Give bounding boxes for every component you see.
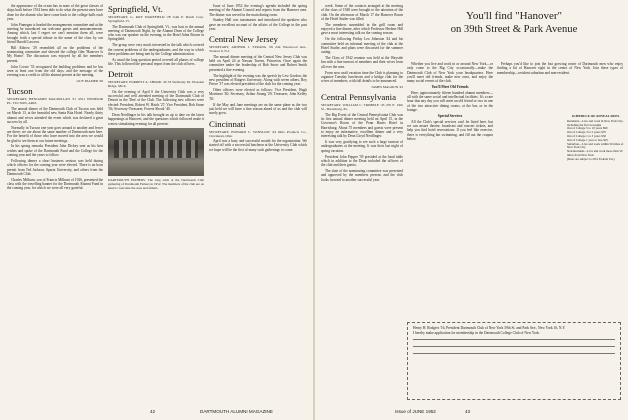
- article-paragraph: On the evening of April 6 the University Club was a very successful and well attended meeting of the Dartmouth Club of Detroit in the 'Den' of the Club. The following new officers were elected: President, Robert W. Hatch '27; Vice President, Bob Stone '36; Secretary-Treasurer, Forrest Shook '40.: [108, 89, 204, 112]
- article-paragraph: In his spring remarks President John Dickey sent us his best wishes and spoke of the Dartmouth Fund and the College for the coming year and the years to follow.: [7, 144, 103, 158]
- article-paragraph: Perhaps you'd like to join the fast growing roster of Dartmouth men who enjoy finding a bit of Hanover right in the center of New York. Join these types of membership—resident suburban and non-resident.: [497, 62, 623, 75]
- article-paragraph: Bill Aldrow '29 resembled all on the problems of the nominating committee and showed the college film 'Hanover Is My Home'. The discussion was enjoyed by all the members present.: [7, 45, 103, 63]
- article-paragraph: The members assembled in the grill room and enjoyed a fine dinner, after which Professor Herbert Hill gave a most interesting talk on the coming season.: [321, 22, 403, 36]
- article-paragraph: As usual the long question period covered all phases of college life. This followed the personal report from the club officers.: [108, 57, 204, 67]
- article-paragraph: The annual dinner meeting of the Central New Jersey Club was held on April 24 at Nassau Tavern, Princeton. Once again the committee under the leadership of Bob Snow and Robert Smith presented a fine evening.: [209, 54, 307, 72]
- right-column-1: [321, 4, 403, 402]
- article-paragraph: Charles Milburn, son of Francis Milburn of 1926, presented the class with the travelling banner for the Dartmouth Alumni Fund in the coming year, for which we were all very grateful.: [7, 177, 103, 191]
- article-paragraph: Dean Neidlinger in his talk brought us up to date on the latest happenings at Hanover, and the questions which followed made it a most stimulating evening for all present.: [108, 112, 204, 126]
- page-number: 42: [150, 409, 156, 414]
- article-paragraph: Whether you live and work in or around New York—or only come to the Big City occasionally—make the Dartmouth Club of New York your headquarters. Here you'll meet old friends, make new ones, and enjoy the many social events of the club.: [407, 62, 493, 84]
- schedule-row: Out of College 1 year or less $25: [567, 137, 608, 142]
- secretary-dateline: SECRETARY, G. ROY WAKEFIELD '28 John P. Dutch Corp. Springfield, Vt.: [108, 15, 204, 23]
- coupon-address-line[interactable]: [413, 342, 615, 347]
- article-paragraph: Following dinner a short business session was held during which officers for the coming year were elected. There is an hour permit from Ted Jackson, Sparta University, and others from the Dartmouth Club.: [7, 158, 103, 176]
- membership-coupon[interactable]: [407, 322, 621, 400]
- section-heading-central-new-jersey: Central New Jersey: [209, 34, 278, 45]
- article-paragraph: week. Some of the contacts arranged at the meeting of the class of 1948 were brought to the attention of the club. On the afternoon of March 17 the Hanover Room of the Hotel Statler was filled.: [321, 4, 403, 21]
- section-heading-central-pennsylvania: Central Pennsylvania: [321, 92, 397, 103]
- article-paragraph: The group were very much interested in the talk which covered the current problems of the undergraduates, and the way in which these problems are being met by the College administration.: [108, 43, 204, 56]
- ad-headline: You'll find "Hanover": [465, 10, 562, 22]
- article-paragraph: On the following Friday Leo Johnston '44 and his committee held an informal meeting of the club at the Hotel Statler, and plans were discussed for the summer outing.: [321, 37, 403, 55]
- coupon-body: I hereby make application for membership in the Dartmouth College Club of New York.: [413, 330, 540, 335]
- left-column-1: [7, 4, 103, 402]
- left-column-3: [209, 4, 307, 402]
- article-paragraph: President John Pepper '39 presided at the head table which in addition to the Dean included the officers of the club and their guests.: [321, 154, 403, 168]
- article-paragraph: The Big Event of the Central Pennsylvania Club was its first annual dinner meeting held on April 15, in the Governor's Room of the Penn Harris Hotel in Harrisburg. About 75 members and guests were present to enjoy an informative, excellent dinner and a very interesting talk by Dean Lloyd Neidlinger.: [321, 112, 403, 139]
- secretary-dateline: SECRETARY, EDWARD C. WINSLOW '44 Ohio Products Co., Cincinnati, Ohio: [209, 129, 307, 138]
- left-column-2: [108, 4, 204, 402]
- coupon-class-line[interactable]: [413, 349, 615, 354]
- ad-subheading-old-friends: You'll Meet Old Friends: [431, 85, 469, 90]
- section-heading-detroit: Detroit: [108, 69, 133, 80]
- schedule-row: Out of College 3 to 5 years $70: [567, 130, 606, 135]
- photo-caption: DARTMOUTH FATHERS: The long table at the Dartmouth Club gathering of Dartmouth Fathers in 1952. The members of the club are on hand to welcome the sons and fathers.: [108, 177, 204, 190]
- article-paragraph: The Dartmouth Club of Springfield, Vt., was host to the annual meeting of Dartmouth Night, by the Alumni Dean of the College who was our speaker on the evening, in the Hotel Adna Brown in Springfield.: [108, 24, 204, 42]
- ad-subheadline: on 39th Street & Park Avenue: [450, 24, 578, 35]
- secretary-dateline: SECRETARY, FORREST A. SHOOK '40 33 Wellesley Dr. Pleasant Ridge, Mich.: [108, 80, 204, 89]
- article-paragraph: The slate of the nominating committee was presented and approved by the members present, and the club looks forward to another successful year.: [321, 169, 403, 182]
- schedule-row: Out of College 1 to 3 years $50: [567, 133, 606, 138]
- club-ad-header: [407, 4, 621, 60]
- schedule-row: Residents—Live and work in New York City, including the five boroughs: [567, 118, 624, 127]
- article-paragraph: John Finnegan is headed the arrangements committee and at the meeting he introduced our welcome guests and announcements. Among which, last I regret we can't mention them all, were brought forth a special tribute in the name of the class by our friend Harold Lawson.: [7, 22, 103, 44]
- article-paragraph: Normally in Tucson one year goes around to another and fewer are there; we are about the same number of Dartmouth men here. For the benefit of those who have moved into the area we would be glad to see them at our future meetings.: [7, 125, 103, 143]
- issue-date-footer: Issue of JUNE 1952: [395, 409, 436, 414]
- dues-schedule-table: [567, 115, 624, 162]
- schedule-row: Non-Resident—Live and work more than 50 miles from New York: [567, 149, 623, 157]
- article-paragraph: Issue of June 1952 the evening's agenda included the spring meeting of the Alumni Council and reports from the Hanover area. The dinner was served in the main dining room.: [209, 4, 307, 17]
- magazine-title-footer: DARTMOUTH ALUMNI MAGAZINE: [200, 409, 273, 414]
- article-paragraph: From now until vacation time the Club is planning to organize Tuesday luncheons and a bridge club for the wives of members, with full details to be announced.: [321, 70, 403, 84]
- article-paragraph: All the Club's special services can't be listed here, but we can assure theatre, broadcast and concert tickets, and help you find hotel reservations. If you feel like exercise, there is everything but swimming, and fill out the coupon below.: [407, 119, 493, 141]
- article-paragraph: John Crowe '33 recognized the building problems and he has seen at least one from the old days, and the message of the evening was a credit to all the alumni present at the meeting.: [7, 64, 103, 78]
- dartmouth-fathers-photo: [108, 128, 204, 176]
- article-paragraph: If the May and June meetings are on the same plane as the two just held we will have a fine season ahead of us and the club will surely grow.: [209, 102, 307, 116]
- schedule-title: SCHEDULE OF ANNUAL DUES: [571, 114, 620, 118]
- ad-subheading-special-services: Special Services: [437, 114, 463, 119]
- section-heading-tucson: Tucson: [7, 86, 33, 97]
- coupon-name-line[interactable]: [413, 335, 615, 340]
- page-number: 43: [465, 409, 471, 414]
- secretary-dateline: SECRETARY, WILLIAM C. TRIMBLE '43 476 E. 19th St., Harrisburg, Pa.: [321, 103, 403, 112]
- article-paragraph: It was very gratifying to see such a large turnout of undergraduates at the meeting. It was their last night of spring vacation.: [321, 140, 403, 153]
- right-page: [315, 0, 628, 420]
- article-paragraph: Stanley Hall was toastmaster and introduced the speakers who gave an excellent account of the affairs of the College in the past year.: [209, 18, 307, 32]
- schedule-row: (Dues are subject to 20% Federal Tax): [567, 156, 615, 161]
- article-paragraph: Here, approximately fifteen hundred alumni members—all with the same social and intellectual facilities. It's a rare hour that any day you will meet an old friend or two in one of the two attractive dining rooms, at the bar, or in the lounge.: [407, 90, 493, 113]
- article-paragraph: the appearance of the ocean has in none of the great classes of ships built before 1914 been able to do what the present ones have done for the alumni who have come back to the college halls each year.: [7, 4, 103, 21]
- section-heading-springfield: Springfield, Vt.: [108, 4, 163, 14]
- article-paragraph: Other officers were elected as follows: Vice President, Hugh Mortimer '40; Secretary, Arthur Strang '29; Treasurer, John Kelley '30.: [209, 88, 307, 101]
- article-paragraph: April was a busy and successful month for the organization. We started off with a successful luncheon at the University Club which we hope will be the first of many such gatherings to come.: [209, 139, 307, 152]
- article-paragraph: The Class of 1942 reunion was held at the Wayside Inn with a fine turnout of members and their wives from all over the area.: [321, 56, 403, 69]
- article-paragraph: The annual dinner of the Dartmouth Club of Tucson was held on March 13, at the beautiful new Santa Rita Hotel. Nearly thirty alumni and wives attended the event which was declared a great success by all.: [7, 106, 103, 124]
- author-signature: JAMES MAGOUN '43: [371, 85, 403, 90]
- coupon-address: Henry H. Rodgers '16, President Dartmouth Club of New York 39th St. and Park Ave., New York 16, N.Y.: [413, 326, 566, 330]
- schedule-row: Suburban—Live and work within 50 miles of New York City: [567, 141, 624, 150]
- section-heading-cincinnati: Cincinnati: [209, 118, 246, 129]
- secretary-dateline: SECRETARY, BENJAMIN MACMILLAN '31 4321 WINDSOR PL. TUCSON, ARIZ.: [7, 97, 103, 106]
- author-signature: GUY PALMER '29: [76, 79, 103, 84]
- schedule-row: Out of College 5 to 10 years $90: [567, 126, 608, 131]
- article-paragraph: The highlight of the evening was the speech by Lew Gordon, the new president of Rutgers University. Along with seven others, Roy Pierce '37 was elected president of the club for the coming year.: [209, 73, 307, 87]
- secretary-dateline: SECRETARY, ARTHUR J. STRANG '29 244 Westwood Ave., Trenton 9, N.J.: [209, 45, 307, 54]
